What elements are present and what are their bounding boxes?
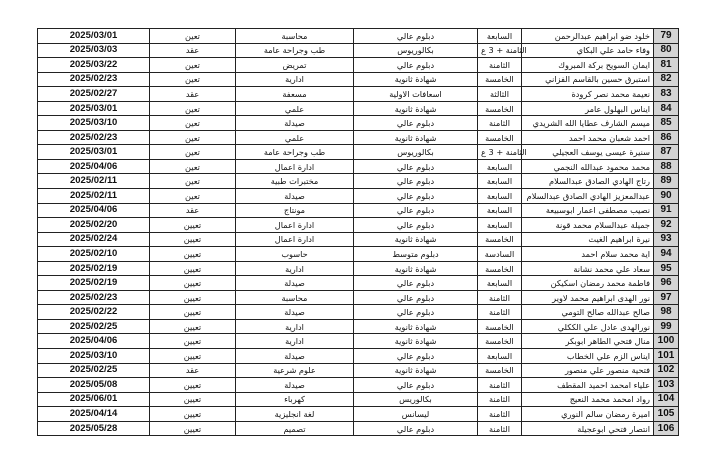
name-cell: علياء امحمد احميد المقطف	[522, 378, 654, 393]
specialty-cell: لغة انجليزية	[236, 407, 354, 422]
date-cell: 2025/02/27	[38, 87, 150, 102]
table-row	[38, 349, 679, 364]
qualification-cell: شهادة ثانوية	[354, 72, 478, 87]
date-cell: 2025/02/20	[38, 218, 150, 233]
specialty-cell: ادارية	[236, 261, 354, 276]
date-cell: 2025/05/28	[38, 421, 150, 436]
specialty-cell: علوم شرعية	[236, 363, 354, 378]
contract-type-cell: تعين	[150, 101, 236, 116]
grade-cell: السابعة	[478, 189, 522, 204]
row-number-cell: 95	[654, 261, 679, 276]
contract-type-cell: تعيين	[150, 276, 236, 291]
contract-type-cell: تعيين	[150, 407, 236, 422]
table-row	[38, 407, 679, 422]
contract-type-cell: عقد	[150, 87, 236, 102]
contract-type-cell: تعين	[150, 29, 236, 44]
qualification-cell: شهادة ثانوية	[354, 130, 478, 145]
specialty-cell: محاسبة	[236, 290, 354, 305]
grade-cell: الثامنة + 3 ع	[478, 145, 522, 160]
date-cell: 2025/02/25	[38, 363, 150, 378]
table-row	[38, 58, 679, 73]
grade-cell: الثامنة	[478, 290, 522, 305]
grade-cell: الخامسة	[478, 72, 522, 87]
name-cell: خلود ضو ابراهيم عبدالرحمن	[522, 29, 654, 44]
qualification-cell: شهادة ثانوية	[354, 319, 478, 334]
row-number-cell: 89	[654, 174, 679, 189]
qualification-cell: دبلوم عالي	[354, 276, 478, 291]
table-row	[38, 130, 679, 145]
contract-type-cell: عقد	[150, 43, 236, 58]
date-cell: 2025/06/01	[38, 392, 150, 407]
grade-cell: الثامنة	[478, 392, 522, 407]
table-row	[38, 43, 679, 58]
date-cell: 2025/04/14	[38, 407, 150, 422]
specialty-cell: تمريض	[236, 58, 354, 73]
grade-cell: الثامنة	[478, 407, 522, 422]
specialty-cell: محاسبة	[236, 29, 354, 44]
name-cell: نعيمة محمد نصر كرودة	[522, 87, 654, 102]
table-row	[38, 232, 679, 247]
table-row	[38, 174, 679, 189]
contract-type-cell: تعين	[150, 72, 236, 87]
name-cell: عبدالمعزيز الهادي الصادق عبدالسلام	[522, 189, 654, 204]
name-cell: ايناس الزم علي الخطاب	[522, 349, 654, 364]
date-cell: 2025/03/01	[38, 29, 150, 44]
grade-cell: الثامنة + 3 ع	[478, 43, 522, 58]
specialty-cell: حاسوب	[236, 247, 354, 262]
grade-cell: الخامسة	[478, 319, 522, 334]
grade-cell: الثامنة	[478, 421, 522, 436]
qualification-cell: بكالوريوس	[354, 43, 478, 58]
name-cell: رتاج الهادي الصادق عبدالسلام	[522, 174, 654, 189]
qualification-cell: دبلوم متوسط	[354, 247, 478, 262]
contract-type-cell: تعيين	[150, 392, 236, 407]
qualification-cell: دبلوم عالي	[354, 58, 478, 73]
contract-type-cell: تعيين	[150, 334, 236, 349]
table-row	[38, 378, 679, 393]
table-row	[38, 116, 679, 131]
contract-type-cell: تعين	[150, 58, 236, 73]
table-row	[38, 392, 679, 407]
qualification-cell: دبلوم عالي	[354, 159, 478, 174]
qualification-cell: دبلوم عالي	[354, 29, 478, 44]
name-cell: استبرق حسين بالقاسم الفزاني	[522, 72, 654, 87]
date-cell: 2025/05/08	[38, 378, 150, 393]
row-number-cell: 106	[654, 421, 679, 436]
qualification-cell: دبلوم عالي	[354, 305, 478, 320]
grade-cell: الثامنة	[478, 58, 522, 73]
qualification-cell: دبلوم عالي	[354, 218, 478, 233]
name-cell: اميرة رمضان سالم النوري	[522, 407, 654, 422]
specialty-cell: مختبرات طبية	[236, 174, 354, 189]
qualification-cell: بكالوريوس	[354, 145, 478, 160]
name-cell: نور الهدى ابراهيم محمد لاوير	[522, 290, 654, 305]
name-cell: ايمان السويح بركة المبروك	[522, 58, 654, 73]
date-cell: 2025/04/06	[38, 334, 150, 349]
table-row	[38, 29, 679, 44]
row-number-cell: 80	[654, 43, 679, 58]
row-number-cell: 90	[654, 189, 679, 204]
qualification-cell: ليسانس	[354, 407, 478, 422]
contract-type-cell: تعيين	[150, 290, 236, 305]
grade-cell: الثامنة	[478, 305, 522, 320]
row-number-cell: 81	[654, 58, 679, 73]
table-row	[38, 87, 679, 102]
name-cell: وفاء حامد علي البكاي	[522, 43, 654, 58]
name-cell: محمد محمود عبدالله النجمي	[522, 159, 654, 174]
date-cell: 2025/02/19	[38, 261, 150, 276]
row-number-cell: 83	[654, 87, 679, 102]
contract-type-cell: تعيين	[150, 261, 236, 276]
table-row	[38, 276, 679, 291]
name-cell: جميلة عبدالسلام محمد قونة	[522, 218, 654, 233]
date-cell: 2025/02/10	[38, 247, 150, 262]
contract-type-cell: تعيين	[150, 378, 236, 393]
contract-type-cell: تعين	[150, 116, 236, 131]
grade-cell: السابعة	[478, 276, 522, 291]
contract-type-cell: تعيين	[150, 218, 236, 233]
row-number-cell: 100	[654, 334, 679, 349]
name-cell: فاطمة محمد رمضان اسكيكن	[522, 276, 654, 291]
row-number-cell: 88	[654, 159, 679, 174]
row-number-cell: 96	[654, 276, 679, 291]
employee-table	[37, 28, 679, 436]
qualification-cell: دبلوم عالي	[354, 174, 478, 189]
table-row	[38, 145, 679, 160]
table-row	[38, 159, 679, 174]
date-cell: 2025/04/06	[38, 203, 150, 218]
grade-cell: الخامسة	[478, 334, 522, 349]
qualification-cell: دبلوم عالي	[354, 189, 478, 204]
name-cell: انتصار فتحي ابوعجيلة	[522, 421, 654, 436]
contract-type-cell: تعيين	[150, 247, 236, 262]
row-number-cell: 103	[654, 378, 679, 393]
contract-type-cell: تعين	[150, 189, 236, 204]
contract-type-cell: تعين	[150, 159, 236, 174]
specialty-cell: صيدلة	[236, 116, 354, 131]
contract-type-cell: تعيين	[150, 232, 236, 247]
specialty-cell: ادارية	[236, 72, 354, 87]
contract-type-cell: عقد	[150, 363, 236, 378]
row-number-cell: 98	[654, 305, 679, 320]
date-cell: 2025/02/19	[38, 276, 150, 291]
table-row	[38, 101, 679, 116]
specialty-cell: صيدلة	[236, 276, 354, 291]
specialty-cell: طب وجراحة عامة	[236, 145, 354, 160]
table-row	[38, 218, 679, 233]
date-cell: 2025/02/23	[38, 72, 150, 87]
specialty-cell: مسعفة	[236, 87, 354, 102]
name-cell: اية محمد سلام احمد	[522, 247, 654, 262]
name-cell: سعاد علي محمد نشانة	[522, 261, 654, 276]
date-cell: 2025/04/06	[38, 159, 150, 174]
date-cell: 2025/02/23	[38, 290, 150, 305]
name-cell: نورالهدى عادل علي الككلي	[522, 319, 654, 334]
specialty-cell: مونتاج	[236, 203, 354, 218]
table-row	[38, 247, 679, 262]
table-row	[38, 334, 679, 349]
qualification-cell: دبلوم عالي	[354, 290, 478, 305]
qualification-cell: شهادة ثانوية	[354, 101, 478, 116]
row-number-cell: 91	[654, 203, 679, 218]
row-number-cell: 85	[654, 116, 679, 131]
contract-type-cell: تعيين	[150, 305, 236, 320]
contract-type-cell: تعين	[150, 145, 236, 160]
table-row	[38, 203, 679, 218]
row-number-cell: 99	[654, 319, 679, 334]
qualification-cell: دبلوم عالي	[354, 116, 478, 131]
specialty-cell: كهرباء	[236, 392, 354, 407]
grade-cell: السابعة	[478, 218, 522, 233]
row-number-cell: 82	[654, 72, 679, 87]
row-number-cell: 92	[654, 218, 679, 233]
qualification-cell: دبلوم عالي	[354, 421, 478, 436]
grade-cell: السابعة	[478, 203, 522, 218]
specialty-cell: صيدلة	[236, 189, 354, 204]
contract-type-cell: عقد	[150, 203, 236, 218]
grade-cell: الخامسة	[478, 363, 522, 378]
grade-cell: الثامنة	[478, 116, 522, 131]
date-cell: 2025/03/01	[38, 101, 150, 116]
table-row	[38, 319, 679, 334]
row-number-cell: 94	[654, 247, 679, 262]
qualification-cell: بكالوريس	[354, 392, 478, 407]
specialty-cell: تصميم	[236, 421, 354, 436]
qualification-cell: شهادة ثانوية	[354, 232, 478, 247]
grade-cell: السابعة	[478, 159, 522, 174]
date-cell: 2025/02/11	[38, 189, 150, 204]
row-number-cell: 102	[654, 363, 679, 378]
specialty-cell: علمي	[236, 130, 354, 145]
grade-cell: الثامنة	[478, 378, 522, 393]
specialty-cell: ادارية	[236, 319, 354, 334]
qualification-cell: دبلوم عالي	[354, 378, 478, 393]
name-cell: فتحية منصور علي منصور	[522, 363, 654, 378]
name-cell: احمد شعبان محمد احمد	[522, 130, 654, 145]
date-cell: 2025/02/11	[38, 174, 150, 189]
row-number-cell: 87	[654, 145, 679, 160]
contract-type-cell: تعين	[150, 174, 236, 189]
name-cell: سنيرة عيسى يوسف العجيلي	[522, 145, 654, 160]
qualification-cell: دبلوم عالي	[354, 203, 478, 218]
table-row	[38, 72, 679, 87]
table-row	[38, 363, 679, 378]
specialty-cell: ادارة اعمال	[236, 218, 354, 233]
specialty-cell: ادارة اعمال	[236, 232, 354, 247]
row-number-cell: 93	[654, 232, 679, 247]
contract-type-cell: تعيين	[150, 421, 236, 436]
specialty-cell: صيدلة	[236, 378, 354, 393]
grade-cell: الخامسة	[478, 130, 522, 145]
date-cell: 2025/02/24	[38, 232, 150, 247]
contract-type-cell: تعيين	[150, 349, 236, 364]
table-body	[38, 29, 679, 436]
specialty-cell: صيدلة	[236, 305, 354, 320]
date-cell: 2025/02/23	[38, 130, 150, 145]
date-cell: 2025/03/22	[38, 58, 150, 73]
grade-cell: السابعة	[478, 29, 522, 44]
name-cell: ميسم الشارف عطايا الله الشريدي	[522, 116, 654, 131]
row-number-cell: 97	[654, 290, 679, 305]
row-number-cell: 86	[654, 130, 679, 145]
name-cell: نصيب مصطفى اعمار ابوسبيعة	[522, 203, 654, 218]
date-cell: 2025/02/22	[38, 305, 150, 320]
name-cell: نيرة ابراهيم الغيث	[522, 232, 654, 247]
date-cell: 2025/03/10	[38, 349, 150, 364]
qualification-cell: شهادة ثانوية	[354, 261, 478, 276]
name-cell: صالح عبدالله صالح التومي	[522, 305, 654, 320]
table-row	[38, 261, 679, 276]
grade-cell: السادسة	[478, 247, 522, 262]
table-row	[38, 305, 679, 320]
contract-type-cell: تعين	[150, 130, 236, 145]
qualification-cell: شهادة ثانوية	[354, 363, 478, 378]
date-cell: 2025/03/10	[38, 116, 150, 131]
specialty-cell: ادارة اعمال	[236, 159, 354, 174]
row-number-cell: 84	[654, 101, 679, 116]
grade-cell: السابعة	[478, 349, 522, 364]
name-cell: منال فتحي الطاهر ابوبكر	[522, 334, 654, 349]
date-cell: 2025/03/03	[38, 43, 150, 58]
contract-type-cell: تعيين	[150, 319, 236, 334]
date-cell: 2025/03/01	[38, 145, 150, 160]
specialty-cell: صيدلة	[236, 349, 354, 364]
row-number-cell: 105	[654, 407, 679, 422]
table-row	[38, 189, 679, 204]
specialty-cell: طب وجراحة عامة	[236, 43, 354, 58]
grade-cell: السابعة	[478, 174, 522, 189]
table-row	[38, 290, 679, 305]
row-number-cell: 79	[654, 29, 679, 44]
qualification-cell: اسعافات الاولية	[354, 87, 478, 102]
grade-cell: الخامسة	[478, 101, 522, 116]
name-cell: رواد امحمد محمد النعيج	[522, 392, 654, 407]
qualification-cell: دبلوم عالي	[354, 349, 478, 364]
grade-cell: الخامسة	[478, 261, 522, 276]
table-row	[38, 421, 679, 436]
row-number-cell: 101	[654, 349, 679, 364]
qualification-cell: شهادة ثانوية	[354, 334, 478, 349]
grade-cell: الثالثة	[478, 87, 522, 102]
row-number-cell: 104	[654, 392, 679, 407]
grade-cell: الخامسة	[478, 232, 522, 247]
specialty-cell: ادارية	[236, 334, 354, 349]
date-cell: 2025/02/25	[38, 319, 150, 334]
name-cell: ايناس البهلول عامر	[522, 101, 654, 116]
specialty-cell: علمي	[236, 101, 354, 116]
